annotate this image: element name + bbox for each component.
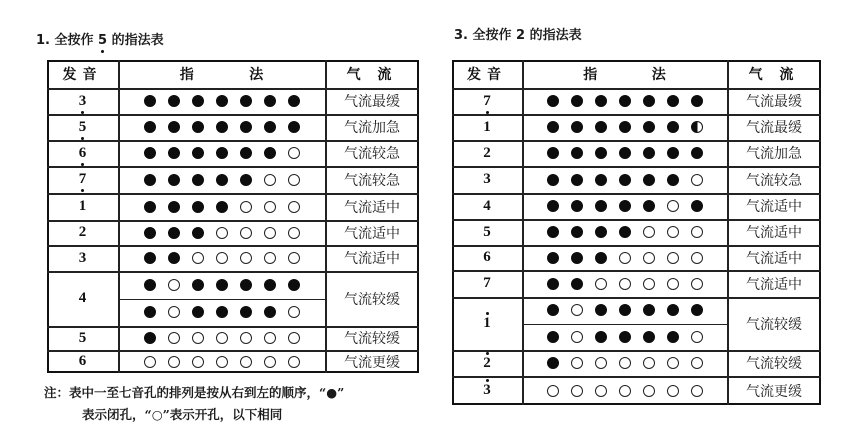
note-value: 3	[78, 249, 87, 266]
open-hole-icon	[288, 227, 300, 239]
open-hole-icon	[571, 385, 583, 397]
note-value: 5	[78, 329, 87, 346]
note-cell	[47, 114, 118, 140]
closed-hole-icon	[168, 252, 180, 264]
closed-hole-icon	[144, 332, 156, 344]
open-hole-icon	[240, 252, 252, 264]
fingering-pattern	[522, 114, 727, 140]
note-value: 6	[483, 249, 491, 265]
closed-hole-icon	[192, 201, 204, 213]
open-hole-icon	[168, 306, 180, 318]
note-cell	[452, 219, 522, 245]
airflow-cell: 气流最缓	[344, 94, 400, 110]
open-hole-icon	[667, 200, 679, 212]
closed-hole-icon	[595, 252, 607, 264]
closed-hole-icon	[144, 227, 156, 239]
closed-hole-icon	[144, 201, 156, 213]
closed-hole-icon	[168, 201, 180, 213]
fingering-pattern	[522, 376, 727, 405]
airflow-cell: 气流适中	[746, 199, 802, 215]
closed-hole-icon	[144, 252, 156, 264]
closed-hole-icon	[240, 121, 252, 133]
note-cell	[47, 220, 118, 245]
open-hole-icon	[240, 227, 252, 239]
closed-hole-icon	[288, 95, 300, 107]
fingering-pattern	[118, 271, 325, 299]
header-fingering-fingering_a: 指	[583, 67, 598, 83]
note-value: 2	[78, 224, 87, 240]
note-cell	[452, 376, 522, 405]
header-airflow: 气 流	[346, 67, 398, 83]
closed-hole-icon	[643, 331, 655, 343]
fingering-pattern	[522, 193, 727, 219]
closed-hole-icon	[264, 95, 276, 107]
header-fingering-fingering_b: 法	[249, 67, 264, 83]
open-hole-icon	[643, 278, 655, 290]
open-hole-icon	[168, 332, 180, 344]
note-value: 5	[483, 223, 491, 240]
open-hole-icon	[264, 356, 276, 368]
open-hole-icon	[240, 201, 252, 213]
fingering-pattern	[118, 88, 325, 114]
note-cell	[452, 114, 522, 140]
open-hole-icon	[595, 357, 607, 369]
closed-hole-icon	[240, 174, 252, 186]
note-value: 6	[78, 144, 87, 161]
closed-hole-icon	[619, 200, 631, 212]
closed-hole-icon	[168, 121, 180, 133]
title-suffix: 的指法表	[107, 33, 164, 48]
note-cell	[452, 193, 522, 219]
closed-hole-icon	[144, 95, 156, 107]
open-hole-icon	[288, 356, 300, 368]
airflow-cell: 气流适中	[344, 251, 400, 267]
title-key-note: 5	[98, 33, 108, 48]
note-cell	[47, 326, 118, 350]
airflow-cell: 气流适中	[344, 225, 400, 242]
note-cell	[452, 270, 522, 297]
closed-hole-icon	[667, 121, 679, 133]
closed-hole-icon	[216, 306, 228, 318]
airflow-cell: 气流适中	[746, 276, 802, 293]
note-value: 1	[483, 118, 491, 135]
airflow-cell: 气流最缓	[746, 120, 802, 136]
closed-hole-icon	[216, 147, 228, 159]
open-hole-icon	[547, 385, 559, 397]
closed-hole-icon	[168, 147, 180, 159]
closed-hole-icon	[595, 147, 607, 159]
note-cell	[452, 245, 522, 270]
closed-hole-icon	[595, 226, 607, 238]
closed-hole-icon	[547, 121, 559, 133]
closed-hole-icon	[547, 147, 559, 159]
airflow-cell: 气流适中	[746, 225, 802, 241]
fingering-pattern	[522, 88, 727, 114]
open-hole-icon	[192, 356, 204, 368]
closed-hole-icon	[619, 174, 631, 186]
fingering-pattern	[118, 193, 325, 220]
open-hole-icon	[144, 356, 156, 368]
closed-hole-icon	[264, 147, 276, 159]
closed-hole-icon	[288, 279, 300, 291]
airflow-cell: 气流较缓	[746, 356, 802, 372]
open-hole-icon	[264, 201, 276, 213]
note-value: 3	[483, 382, 491, 398]
open-hole-icon	[216, 227, 228, 239]
closed-hole-icon	[547, 357, 559, 369]
open-hole-icon	[192, 332, 204, 344]
fingering-pattern	[522, 324, 727, 351]
fingering-pattern	[118, 326, 325, 350]
closed-hole-icon	[595, 174, 607, 186]
closed-hole-icon	[691, 147, 703, 159]
closed-hole-icon	[288, 121, 300, 133]
closed-hole-icon	[240, 147, 252, 159]
closed-hole-icon	[216, 279, 228, 291]
open-hole-icon	[288, 306, 300, 318]
closed-hole-icon	[619, 95, 631, 107]
closed-hole-icon	[547, 200, 559, 212]
closed-hole-icon	[240, 279, 252, 291]
open-hole-icon	[288, 147, 300, 159]
fingering-pattern	[118, 114, 325, 140]
fingering-pattern	[118, 140, 325, 166]
open-hole-icon	[643, 252, 655, 264]
closed-hole-icon	[619, 331, 631, 343]
footnote-line-2: 表示闭孔，“○”表示开孔，以下相同	[82, 407, 283, 422]
closed-hole-icon	[667, 174, 679, 186]
closed-hole-icon	[595, 304, 607, 316]
open-hole-icon	[216, 252, 228, 264]
open-hole-icon	[691, 385, 703, 397]
note-value: 2	[483, 144, 491, 161]
closed-hole-icon	[571, 252, 583, 264]
closed-hole-icon	[144, 147, 156, 159]
closed-hole-icon	[643, 174, 655, 186]
closed-hole-icon	[192, 121, 204, 133]
closed-hole-icon	[571, 147, 583, 159]
closed-hole-icon	[168, 95, 180, 107]
note-value: 4	[483, 197, 491, 214]
note-cell	[452, 166, 522, 193]
closed-hole-icon	[216, 121, 228, 133]
closed-hole-icon	[643, 95, 655, 107]
fingering-pattern	[118, 220, 325, 245]
airflow-cell: 气流加急	[344, 120, 400, 136]
fingering-pattern	[118, 166, 325, 193]
note-value: 3	[483, 171, 491, 187]
open-hole-icon	[288, 201, 300, 213]
title-prefix: 1. 全按作	[36, 33, 99, 48]
footnote-line-1: 注：表中一至七音孔的排列是按从右到左的顺序，“●”	[44, 385, 345, 400]
open-hole-icon	[216, 332, 228, 344]
closed-hole-icon	[192, 174, 204, 186]
header-fingering-fingering_a: 指	[179, 67, 194, 83]
airflow-cell: 气流较缓	[344, 291, 400, 308]
note-value: 5	[78, 118, 87, 135]
open-hole-icon	[288, 332, 300, 344]
note-value: 7	[483, 275, 491, 291]
header-fingering	[522, 60, 727, 88]
open-hole-icon	[691, 278, 703, 290]
note-value: 1	[483, 315, 491, 331]
closed-hole-icon	[144, 174, 156, 186]
airflow-cell: 气流较急	[344, 172, 400, 189]
open-hole-icon	[240, 356, 252, 368]
header-fingering-fingering_b: 法	[651, 67, 666, 83]
header-note: 发音	[467, 67, 507, 83]
closed-hole-icon	[571, 121, 583, 133]
airflow-cell: 气流适中	[344, 199, 400, 216]
note-value: 4	[78, 290, 87, 306]
open-hole-icon	[216, 356, 228, 368]
note-value: 2	[483, 354, 491, 371]
closed-hole-icon	[240, 95, 252, 107]
left-table-title	[36, 29, 164, 48]
closed-hole-icon	[216, 201, 228, 213]
closed-hole-icon	[595, 95, 607, 107]
closed-hole-icon	[643, 147, 655, 159]
note-value: 3	[78, 92, 87, 109]
closed-hole-icon	[571, 226, 583, 238]
airflow-cell: 气流适中	[746, 250, 802, 267]
closed-hole-icon	[547, 304, 559, 316]
open-hole-icon	[619, 357, 631, 369]
closed-hole-icon	[240, 306, 252, 318]
closed-hole-icon	[264, 279, 276, 291]
closed-hole-icon	[547, 226, 559, 238]
closed-hole-icon	[264, 306, 276, 318]
open-hole-icon	[240, 332, 252, 344]
closed-hole-icon	[168, 174, 180, 186]
header-note: 发音	[62, 67, 103, 83]
airflow-cell: 气流较缓	[746, 316, 802, 333]
open-hole-icon	[595, 385, 607, 397]
open-hole-icon	[168, 279, 180, 291]
open-hole-icon	[288, 252, 300, 264]
open-hole-icon	[619, 385, 631, 397]
note-cell	[47, 350, 118, 373]
open-hole-icon	[264, 252, 276, 264]
open-hole-icon	[264, 227, 276, 239]
airflow-cell: 气流加急	[746, 146, 802, 162]
closed-hole-icon	[547, 95, 559, 107]
open-hole-icon	[264, 332, 276, 344]
closed-hole-icon	[547, 278, 559, 290]
airflow-cell: 气流较急	[746, 172, 802, 189]
open-hole-icon	[595, 278, 607, 290]
closed-hole-icon	[595, 121, 607, 133]
closed-hole-icon	[595, 331, 607, 343]
closed-hole-icon	[192, 279, 204, 291]
open-hole-icon	[691, 226, 703, 238]
closed-hole-icon	[571, 174, 583, 186]
header-airflow: 气 流	[748, 67, 800, 83]
fingering-pattern	[522, 166, 727, 193]
closed-hole-icon	[216, 95, 228, 107]
fingering-pattern	[522, 245, 727, 270]
closed-hole-icon	[643, 304, 655, 316]
closed-hole-icon	[595, 200, 607, 212]
closed-hole-icon	[547, 252, 559, 264]
closed-hole-icon	[192, 306, 204, 318]
fingering-pattern	[118, 350, 325, 373]
title-suffix: 的指法表	[525, 28, 582, 43]
closed-hole-icon	[571, 200, 583, 212]
closed-hole-icon	[547, 174, 559, 186]
open-hole-icon	[667, 357, 679, 369]
note-value: 1	[78, 198, 87, 214]
airflow-cell: 气流较缓	[344, 331, 400, 347]
airflow-cell: 气流较急	[344, 146, 400, 162]
fingering-pattern	[522, 350, 727, 376]
note-cell	[452, 350, 522, 376]
note-cell	[47, 88, 118, 114]
open-hole-icon	[667, 278, 679, 290]
open-hole-icon	[643, 385, 655, 397]
title-prefix: 3. 全按作	[454, 28, 517, 43]
note-cell	[452, 140, 522, 166]
fingering-pattern	[522, 140, 727, 166]
note-cell	[452, 88, 522, 114]
airflow-cell: 气流更缓	[344, 354, 400, 371]
closed-hole-icon	[264, 121, 276, 133]
open-hole-icon	[691, 357, 703, 369]
closed-hole-icon	[144, 306, 156, 318]
open-hole-icon	[667, 385, 679, 397]
title-key-note: 2	[516, 28, 526, 43]
airflow-cell: 气流更缓	[746, 383, 802, 400]
closed-hole-icon	[667, 147, 679, 159]
airflow-cell: 气流最缓	[746, 94, 802, 110]
open-hole-icon	[643, 226, 655, 238]
closed-hole-icon	[168, 227, 180, 239]
note-value: 7	[78, 171, 87, 187]
closed-hole-icon	[667, 331, 679, 343]
fingering-pattern	[118, 299, 325, 327]
open-hole-icon	[571, 304, 583, 316]
closed-hole-icon	[619, 147, 631, 159]
open-hole-icon	[571, 331, 583, 343]
closed-hole-icon	[619, 304, 631, 316]
right-table-title	[454, 24, 582, 43]
open-hole-icon	[667, 226, 679, 238]
open-hole-icon	[192, 252, 204, 264]
closed-hole-icon	[619, 121, 631, 133]
closed-hole-icon	[667, 95, 679, 107]
open-hole-icon	[667, 252, 679, 264]
open-hole-icon	[643, 357, 655, 369]
note-cell	[47, 166, 118, 193]
closed-hole-icon	[571, 278, 583, 290]
half-hole-icon	[691, 121, 703, 133]
note-cell	[47, 193, 118, 220]
closed-hole-icon	[192, 95, 204, 107]
closed-hole-icon	[619, 226, 631, 238]
closed-hole-icon	[643, 121, 655, 133]
fingering-pattern	[522, 270, 727, 297]
open-hole-icon	[691, 252, 703, 264]
closed-hole-icon	[667, 304, 679, 316]
closed-hole-icon	[144, 121, 156, 133]
note-cell	[47, 245, 118, 271]
header-fingering	[118, 60, 325, 88]
note-cell	[47, 140, 118, 166]
closed-hole-icon	[144, 279, 156, 291]
open-hole-icon	[619, 252, 631, 264]
fingering-pattern	[522, 219, 727, 245]
open-hole-icon	[619, 278, 631, 290]
open-hole-icon	[691, 331, 703, 343]
open-hole-icon	[288, 174, 300, 186]
fingering-pattern	[118, 245, 325, 271]
open-hole-icon	[168, 356, 180, 368]
open-hole-icon	[691, 174, 703, 186]
open-hole-icon	[264, 174, 276, 186]
closed-hole-icon	[691, 95, 703, 107]
closed-hole-icon	[691, 200, 703, 212]
closed-hole-icon	[216, 174, 228, 186]
closed-hole-icon	[547, 331, 559, 343]
note-cell	[47, 271, 118, 326]
fingering-pattern	[522, 297, 727, 324]
closed-hole-icon	[192, 147, 204, 159]
closed-hole-icon	[571, 95, 583, 107]
closed-hole-icon	[691, 304, 703, 316]
closed-hole-icon	[192, 227, 204, 239]
note-value: 6	[78, 353, 87, 369]
closed-hole-icon	[643, 200, 655, 212]
note-value: 7	[483, 92, 491, 109]
note-cell	[452, 297, 522, 350]
open-hole-icon	[571, 357, 583, 369]
